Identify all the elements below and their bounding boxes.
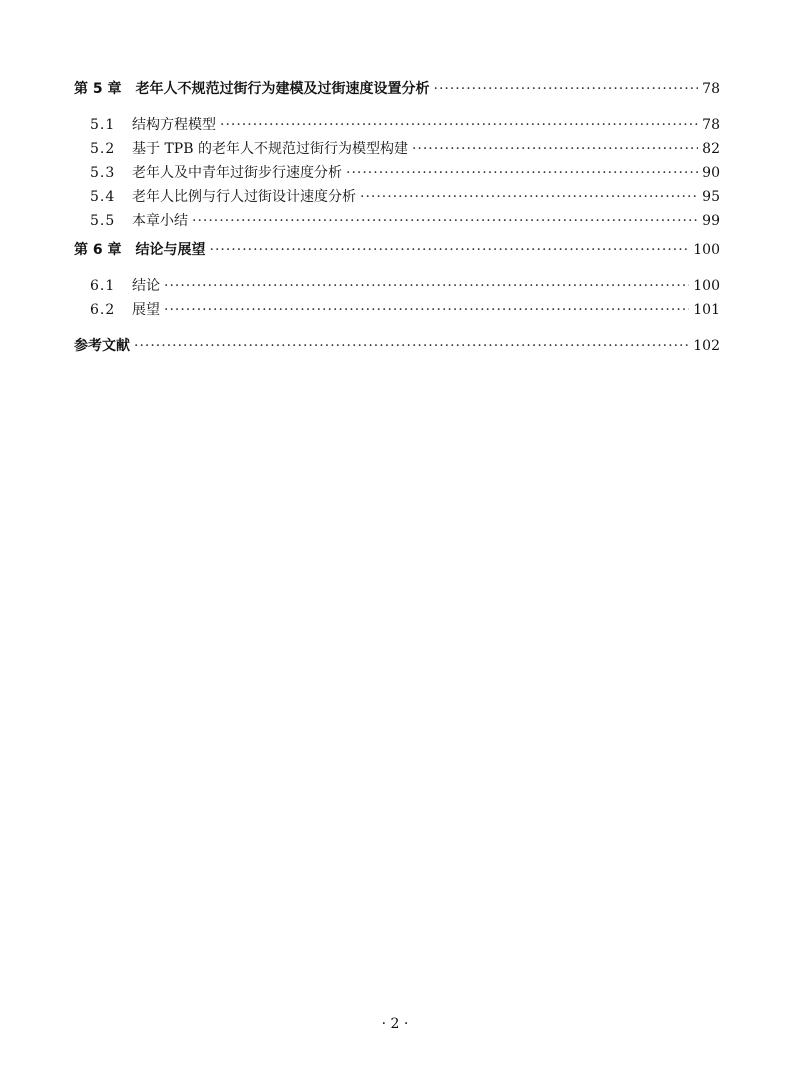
page-footer-number: · 2 · [381,1016,409,1032]
dot-leader [360,185,698,209]
dot-leader [220,113,698,137]
page-number: 100 [693,242,720,258]
table-of-contents [74,77,720,358]
toc-section-5-1[interactable] [74,113,720,137]
section-number: 6.1 [90,278,116,294]
toc-section-5-2[interactable] [74,137,720,161]
dot-leader [412,137,698,161]
section-title: 老年人比例与行人过街设计速度分析 [132,189,356,205]
section-title: 老年人及中青年过街步行速度分析 [132,165,342,181]
section-number: 5.1 [90,117,116,133]
section-number: 6.2 [90,302,116,318]
toc-section-5-4[interactable] [74,185,720,209]
toc-chapter-6[interactable] [74,238,720,262]
toc-section-5-5[interactable] [74,209,720,233]
toc-section-6-1[interactable] [74,274,720,298]
page-number: 99 [702,213,720,229]
chapter-number: 第 6 章 [74,242,122,258]
chapter-title: 结论与展望 [135,242,206,258]
page-number: 102 [693,338,720,354]
page-number: 82 [702,141,720,157]
section-number: 5.2 [90,141,116,157]
page-number: 95 [702,189,720,205]
dot-leader [192,209,698,233]
references-title: 参考文献 [74,338,130,354]
toc-chapter-5[interactable] [74,77,720,101]
section-title: 基于 TPB 的老年人不规范过街行为模型构建 [132,141,408,157]
section-title: 结论 [132,278,160,294]
page-number: 100 [693,278,720,294]
section-number: 5.5 [90,213,116,229]
section-title: 展望 [132,302,160,318]
page-number: 78 [702,81,720,97]
page-number: 78 [702,117,720,133]
toc-section-6-2[interactable] [74,298,720,322]
dot-leader [134,334,689,358]
section-number: 5.4 [90,189,116,205]
page-number: 90 [702,165,720,181]
dot-leader [210,238,690,262]
dot-leader [346,161,698,185]
dot-leader [164,298,689,322]
chapter-number: 第 5 章 [74,81,122,97]
chapter-title: 老年人不规范过街行为建模及过街速度设置分析 [135,81,430,97]
page-number: 101 [693,302,720,318]
dot-leader [434,77,699,101]
section-number: 5.3 [90,165,116,181]
section-title: 本章小结 [132,213,188,229]
toc-section-5-3[interactable] [74,161,720,185]
dot-leader [164,274,689,298]
toc-references[interactable] [74,334,720,358]
section-title: 结构方程模型 [132,117,216,133]
